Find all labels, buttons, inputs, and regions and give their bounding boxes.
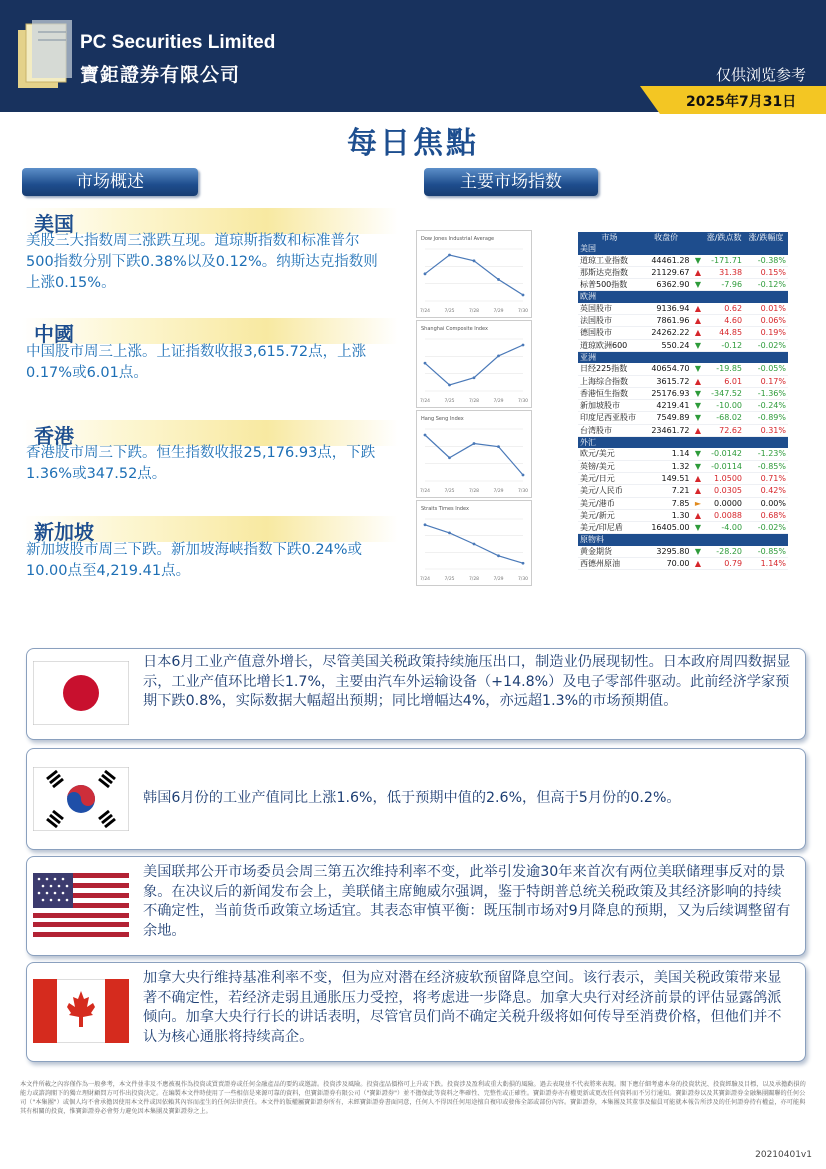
cell-arrow xyxy=(692,485,705,497)
cell-arrow xyxy=(692,460,705,472)
table-body xyxy=(578,243,788,570)
col-header-percent: 涨/跌幅度 xyxy=(744,232,788,243)
mini-chart-x-tick: 7/24 xyxy=(419,489,431,494)
col-header-close: 收盘价 xyxy=(641,232,692,243)
cell-arrow xyxy=(692,255,705,267)
mini-chart-title: Straits Times Index xyxy=(421,506,469,512)
cell-close: 25176.93 xyxy=(641,387,692,399)
arrow-up-icon: ▲ xyxy=(694,486,702,496)
mini-chart-x-tick: 7/28 xyxy=(468,309,480,314)
mini-chart-point xyxy=(448,532,451,535)
table-group-label: 亚洲 xyxy=(578,351,788,363)
cell-close: 1.32 xyxy=(641,460,692,472)
table-row xyxy=(578,375,788,387)
market-index-table xyxy=(578,232,788,570)
col-header-change: 涨/跌点数 xyxy=(704,232,744,243)
arrow-up-icon: ▲ xyxy=(694,559,702,569)
arrow-up-icon: ▲ xyxy=(694,510,702,520)
arrow-up-icon: ▲ xyxy=(694,316,702,326)
mini-chart-point xyxy=(497,355,500,358)
table-row xyxy=(578,424,788,436)
cell-close: 23461.72 xyxy=(641,424,692,436)
mini-chart-title: Hang Seng Index xyxy=(421,416,464,422)
mini-chart-x-tick: 7/24 xyxy=(419,309,431,314)
cell-arrow xyxy=(692,303,705,315)
table-row xyxy=(578,339,788,351)
company-name-en: PC Securities Limited xyxy=(80,32,276,53)
news-text-usa: 美国联邦公开市场委员会周三第五次维持利率不变，此举引发逾30年来首次有两位美联储理事反对的景象。在决议后的新闻发布会上，美联储主席鲍威尔强调，鉴于特朗普总统关税政策及其经济影响的持续不确定性，当前货币政策立场适宜。其表态审慎平衡：既压制市场对9月降息的预期，又为后续调整留有余地。 xyxy=(143,864,791,939)
cell-market: 美元/港币 xyxy=(578,497,641,509)
cell-change: 44.85 xyxy=(704,327,744,339)
cell-market: 西德州原油 xyxy=(578,558,641,570)
table-group-row xyxy=(578,243,788,254)
cell-arrow xyxy=(692,558,705,570)
cell-close: 7.21 xyxy=(641,485,692,497)
cell-change: 72.62 xyxy=(704,424,744,436)
cell-percent: 0.68% xyxy=(744,509,788,521)
cell-market: 印度尼西亚股市 xyxy=(578,412,641,424)
table-row xyxy=(578,546,788,558)
region-title-singapore: 新加坡 xyxy=(34,520,94,544)
cell-change: 1.0500 xyxy=(704,472,744,484)
cell-percent: -0.05% xyxy=(744,363,788,375)
mini-chart-point xyxy=(522,562,525,565)
arrow-up-icon: ▲ xyxy=(694,425,702,435)
table-row xyxy=(578,266,788,278)
table-group-label: 欧洲 xyxy=(578,291,788,303)
arrow-down-icon: ▼ xyxy=(694,449,702,459)
cell-close: 24262.22 xyxy=(641,327,692,339)
cell-percent: 0.00% xyxy=(744,497,788,509)
cell-arrow xyxy=(692,279,705,291)
region-text-singapore: 新加坡股市周三下跌。新加坡海峡指数下跌0.24%或10.00点至4,219.41点。 xyxy=(26,542,363,579)
mini-chart-x-tick: 7/24 xyxy=(419,399,431,404)
cell-percent: 1.14% xyxy=(744,558,788,570)
news-item-usa xyxy=(26,856,806,956)
mini-chart-x-tick: 7/29 xyxy=(493,577,504,582)
cell-arrow xyxy=(692,363,705,375)
cell-market: 美元/人民币 xyxy=(578,485,641,497)
cell-market: 道琼欧洲600 xyxy=(578,339,641,351)
mini-chart-point xyxy=(522,344,525,347)
arrow-down-icon: ▼ xyxy=(694,523,702,533)
cell-market: 欧元/美元 xyxy=(578,448,641,460)
cell-change: -10.00 xyxy=(704,400,744,412)
mini-chart-x-tick: 7/25 xyxy=(444,309,455,314)
cell-arrow xyxy=(692,387,705,399)
cell-arrow xyxy=(692,497,705,509)
cell-percent: -0.02% xyxy=(744,522,788,534)
company-logo-icon xyxy=(18,20,72,92)
mini-chart-shanghai xyxy=(416,320,532,408)
cell-change: -0.12 xyxy=(704,339,744,351)
mini-chart-point xyxy=(473,376,476,379)
col-header-market: 市场 xyxy=(578,232,641,243)
region-text-usa: 美股三大指数周三涨跌互现。道琼斯指数和标准普尔500指数分别下跌0.38%以及0.12%。纳斯达克指数则上涨0.15%。 xyxy=(26,233,378,291)
table-row xyxy=(578,448,788,460)
arrow-down-icon: ▼ xyxy=(694,340,702,350)
mini-chart-point xyxy=(448,384,451,387)
cell-change: -0.0142 xyxy=(704,448,744,460)
mini-chart-x-tick: 7/24 xyxy=(419,577,431,582)
table-row xyxy=(578,315,788,327)
cell-percent: 0.31% xyxy=(744,424,788,436)
cell-close: 44461.28 xyxy=(641,255,692,267)
cell-market: 英国股市 xyxy=(578,303,641,315)
cell-percent: -0.89% xyxy=(744,412,788,424)
table-row xyxy=(578,400,788,412)
cell-market: 美元/新元 xyxy=(578,509,641,521)
cell-arrow xyxy=(692,375,705,387)
region-text-hongkong: 香港股市周三下跌。恒生指数收报25,176.93点，下跌1.36%或347.52点。 xyxy=(26,445,376,482)
cell-close: 9136.94 xyxy=(641,303,692,315)
cell-market: 新加坡股市 xyxy=(578,400,641,412)
cell-percent: -0.24% xyxy=(744,400,788,412)
mini-chart-svg xyxy=(417,231,531,317)
cell-change: -28.20 xyxy=(704,546,744,558)
region-title-china: 中國 xyxy=(34,322,74,346)
arrow-down-icon: ▼ xyxy=(694,546,702,556)
mini-chart-point xyxy=(497,278,500,281)
news-item-japan xyxy=(26,648,806,740)
mini-chart-x-tick: 7/28 xyxy=(468,577,480,582)
tab-market-overview: 市场概述 xyxy=(22,168,198,196)
mini-chart-point xyxy=(424,523,427,526)
page-title: 每日焦點 xyxy=(347,126,479,161)
mini-chart-point xyxy=(522,294,525,297)
report-date: 2025年7月31日 xyxy=(686,94,797,110)
mini-chart-point xyxy=(473,442,476,445)
table-row xyxy=(578,460,788,472)
cell-arrow xyxy=(692,509,705,521)
news-text-japan: 日本6月工业产值意外增长，尽管美国关税政策持续施压出口，制造业仍展现韧性。日本政府周四数据显示，工业产值环比增长1.7%，主要由汽车外运输设备（+14.8%）及电子零部件驱动。此前经济学家预期下跌0.8%，实际数据大幅超出预期；同比增幅达4%，亦远超1.3%的市场预期值。 xyxy=(143,654,791,709)
cell-close: 70.00 xyxy=(641,558,692,570)
col-header-arrow xyxy=(692,232,705,243)
mini-chart-x-tick: 7/30 xyxy=(517,577,529,582)
cell-close: 550.24 xyxy=(641,339,692,351)
cell-arrow xyxy=(692,315,705,327)
cell-percent: 0.19% xyxy=(744,327,788,339)
cell-arrow xyxy=(692,400,705,412)
mini-chart-svg xyxy=(417,501,531,585)
cell-arrow xyxy=(692,327,705,339)
table-row xyxy=(578,255,788,267)
news-text-canada: 加拿大央行维持基准利率不变，但为应对潜在经济疲软预留降息空间。该行表示，美国关税政策带来显著不确定性，若经济走弱且通胀压力受控，将考虑进一步降息。加拿大央行对经济前景的评估显露鸽派倾向。加拿大央行行长的讲话表明，尽管官员们尚不确定关税升级将如何传导至消费价格，但他们并不认为核心通胀将持续高企。 xyxy=(143,970,782,1045)
region-text-china: 中国股市周三上涨。上证指数收报3,615.72点，上涨0.17%或6.01点。 xyxy=(26,344,367,381)
table-header-row xyxy=(578,232,788,243)
arrow-up-icon: ▲ xyxy=(694,267,702,277)
cell-market: 日经225指数 xyxy=(578,363,641,375)
mini-chart-point xyxy=(497,445,500,448)
cell-change: 0.0000 xyxy=(704,497,744,509)
news-text-korea: 韩国6月份的工业产值同比上涨1.6%，低于预期中值的2.6%，但高于5月份的0.2%。 xyxy=(143,790,681,806)
cell-change: 0.79 xyxy=(704,558,744,570)
cell-change: -4.00 xyxy=(704,522,744,534)
cell-percent: -0.38% xyxy=(744,255,788,267)
cell-percent: -1.36% xyxy=(744,387,788,399)
table-row xyxy=(578,363,788,375)
cell-arrow xyxy=(692,522,705,534)
table-row xyxy=(578,485,788,497)
cell-change: 0.62 xyxy=(704,303,744,315)
table-group-row xyxy=(578,291,788,303)
cell-arrow xyxy=(692,424,705,436)
cell-close: 1.14 xyxy=(641,448,692,460)
cell-market: 标普500指数 xyxy=(578,279,641,291)
cell-change: 0.0088 xyxy=(704,509,744,521)
mini-chart-x-tick: 7/28 xyxy=(468,489,480,494)
region-title-usa: 美国 xyxy=(34,212,74,236)
table-row xyxy=(578,303,788,315)
mini-chart-x-tick: 7/29 xyxy=(493,399,504,404)
cell-market: 德国股市 xyxy=(578,327,641,339)
company-name-zh: 寶鉅證券有限公司 xyxy=(80,64,241,86)
cell-change: -68.02 xyxy=(704,412,744,424)
canada-flag-icon xyxy=(33,979,129,1043)
region-band-china xyxy=(22,318,398,344)
cell-market: 美元/印尼盾 xyxy=(578,522,641,534)
cell-market: 台湾股市 xyxy=(578,424,641,436)
cell-close: 7.85 xyxy=(641,497,692,509)
arrow-down-icon: ▼ xyxy=(694,413,702,423)
cell-percent: 0.71% xyxy=(744,472,788,484)
table-row xyxy=(578,412,788,424)
arrow-down-icon: ▼ xyxy=(694,401,702,411)
japan-flag-icon xyxy=(33,661,129,725)
cell-change: 6.01 xyxy=(704,375,744,387)
cell-percent: 0.06% xyxy=(744,315,788,327)
cell-change: -0.0114 xyxy=(704,460,744,472)
mini-chart-x-tick: 7/25 xyxy=(444,399,455,404)
cell-market: 法国股市 xyxy=(578,315,641,327)
disclaimer-text: 本文件所載之內容僅作為一般參考，本文件並非及不應被視作為投資或買賣證券或任何金融產品的要約或邀請。投資涉及風險。投資產品價格可上升或下跌。投資涉及盈利或重大虧損的風險。過去表現並不代表將來表現。閣下應仔細考慮本身的投資狀況、投資經驗及目標，以及承擔虧損的能力或諮詢閣下的獨立理財顧問方可作出投資決定。在編製本文件時使用了一些相信是來源可靠的資料，但寶鉅證券有限公司（"寶鉅證券"）並不擔保此等資料之準確性、完整性或正確性。寶鉅證券亦有權更新或更改任何資料而不另行通知。寶鉅證券以及其寶鉅證券金融集團關聯的任何公司（"本集團"）或個人均不會承擔因使用本文件或因依賴其內容而產生的任何法律責任。本文件的版權屬寶鉅證券所有，未經寶鉅證券書面同意，任何人不得因任何用途擅自複印或發佈全部或部份內容。寶鉅證券，本集團及其董事及僱員可能就本報告所涉及的任何證券持有權益，亦可能與其有相關的投資，惟寶鉅證券必會努力避免因本集團及寶鉅證券之上。 xyxy=(20,1081,806,1115)
arrow-up-icon: ▲ xyxy=(694,303,702,313)
mini-chart-point xyxy=(473,259,476,262)
korea-flag-icon xyxy=(33,767,129,831)
cell-market: 美元/日元 xyxy=(578,472,641,484)
cell-percent: 0.15% xyxy=(744,266,788,278)
cell-close: 21129.67 xyxy=(641,266,692,278)
mini-chart-point xyxy=(424,272,427,275)
reference-note: 仅供浏览参考 xyxy=(715,66,806,84)
cell-change: 0.0305 xyxy=(704,485,744,497)
cell-market: 香港恒生指数 xyxy=(578,387,641,399)
table-row xyxy=(578,497,788,509)
cell-percent: 0.01% xyxy=(744,303,788,315)
cell-arrow xyxy=(692,546,705,558)
cell-percent: -0.85% xyxy=(744,546,788,558)
cell-percent: -0.85% xyxy=(744,460,788,472)
cell-change: -171.71 xyxy=(704,255,744,267)
mini-chart-x-tick: 7/29 xyxy=(493,309,504,314)
arrow-flat-icon: ► xyxy=(694,498,702,508)
mini-chart-point xyxy=(497,554,500,557)
table-group-row xyxy=(578,534,788,546)
region-title-hongkong: 香港 xyxy=(34,424,74,448)
cell-close: 4219.41 xyxy=(641,400,692,412)
mini-chart-x-tick: 7/30 xyxy=(517,309,529,314)
mini-chart-x-tick: 7/25 xyxy=(444,577,455,582)
cell-close: 1.30 xyxy=(641,509,692,521)
mini-chart-x-tick: 7/30 xyxy=(517,489,529,494)
cell-close: 7861.96 xyxy=(641,315,692,327)
mini-chart-dow xyxy=(416,230,532,318)
cell-close: 7549.89 xyxy=(641,412,692,424)
mini-chart-x-tick: 7/30 xyxy=(517,399,529,404)
cell-market: 黄金期货 xyxy=(578,546,641,558)
cell-arrow xyxy=(692,412,705,424)
cell-arrow xyxy=(692,266,705,278)
mini-chart-point xyxy=(424,362,427,365)
arrow-down-icon: ▼ xyxy=(694,364,702,374)
arrow-down-icon: ▼ xyxy=(694,280,702,290)
arrow-down-icon: ▼ xyxy=(694,255,702,265)
tab-major-indices: 主要市场指数 xyxy=(424,168,598,196)
cell-close: 16405.00 xyxy=(641,522,692,534)
table-group-row xyxy=(578,351,788,363)
cell-percent: 0.17% xyxy=(744,375,788,387)
mini-chart-title: Shanghai Composite Index xyxy=(421,326,488,332)
cell-close: 149.51 xyxy=(641,472,692,484)
cell-percent: 0.42% xyxy=(744,485,788,497)
mini-chart-hangseng xyxy=(416,410,532,498)
cell-percent: -0.12% xyxy=(744,279,788,291)
news-item-korea xyxy=(26,748,806,850)
document-code: 20210401v1 xyxy=(755,1150,812,1160)
cell-close: 3295.80 xyxy=(641,546,692,558)
cell-market: 道琼工业指数 xyxy=(578,255,641,267)
cell-close: 6362.90 xyxy=(641,279,692,291)
cell-change: -347.52 xyxy=(704,387,744,399)
mini-chart-title: Dow Jones Industrial Average xyxy=(421,236,495,242)
arrow-up-icon: ▲ xyxy=(694,328,702,338)
news-item-canada xyxy=(26,962,806,1062)
cell-close: 3615.72 xyxy=(641,375,692,387)
table-group-label: 美国 xyxy=(578,243,788,254)
cell-change: 31.38 xyxy=(704,266,744,278)
table-row xyxy=(578,279,788,291)
cell-market: 英镑/美元 xyxy=(578,460,641,472)
table-group-label: 原物料 xyxy=(578,534,788,546)
arrow-up-icon: ▲ xyxy=(694,376,702,386)
mini-chart-x-tick: 7/29 xyxy=(493,489,504,494)
table-row xyxy=(578,509,788,521)
table-row xyxy=(578,522,788,534)
mini-chart-series-line xyxy=(425,435,523,475)
cell-market: 上海综合指数 xyxy=(578,375,641,387)
mini-chart-point xyxy=(473,543,476,546)
mini-chart-x-tick: 7/25 xyxy=(444,489,455,494)
date-band-edge xyxy=(640,86,660,114)
cell-arrow xyxy=(692,448,705,460)
arrow-up-icon: ▲ xyxy=(694,473,702,483)
cell-percent: -1.23% xyxy=(744,448,788,460)
usa-flag-icon xyxy=(33,873,129,937)
table-row xyxy=(578,387,788,399)
mini-chart-svg xyxy=(417,321,531,407)
mini-chart-point xyxy=(424,434,427,437)
table-row xyxy=(578,558,788,570)
table-group-label: 外汇 xyxy=(578,437,788,449)
arrow-down-icon: ▼ xyxy=(694,388,702,398)
table-row xyxy=(578,327,788,339)
arrow-down-icon: ▼ xyxy=(694,461,702,471)
cell-arrow xyxy=(692,339,705,351)
cell-change: -7.96 xyxy=(704,279,744,291)
cell-close: 40654.70 xyxy=(641,363,692,375)
mini-chart-straits xyxy=(416,500,532,586)
table-group-row xyxy=(578,437,788,449)
mini-chart-x-tick: 7/28 xyxy=(468,399,480,404)
cell-market: 那斯达克指数 xyxy=(578,266,641,278)
table-row xyxy=(578,472,788,484)
cell-arrow xyxy=(692,472,705,484)
mini-chart-point xyxy=(522,474,525,477)
mini-chart-point xyxy=(448,254,451,257)
cell-percent: -0.02% xyxy=(744,339,788,351)
mini-chart-point xyxy=(448,456,451,459)
mini-chart-svg xyxy=(417,411,531,497)
cell-change: 4.60 xyxy=(704,315,744,327)
cell-change: -19.85 xyxy=(704,363,744,375)
